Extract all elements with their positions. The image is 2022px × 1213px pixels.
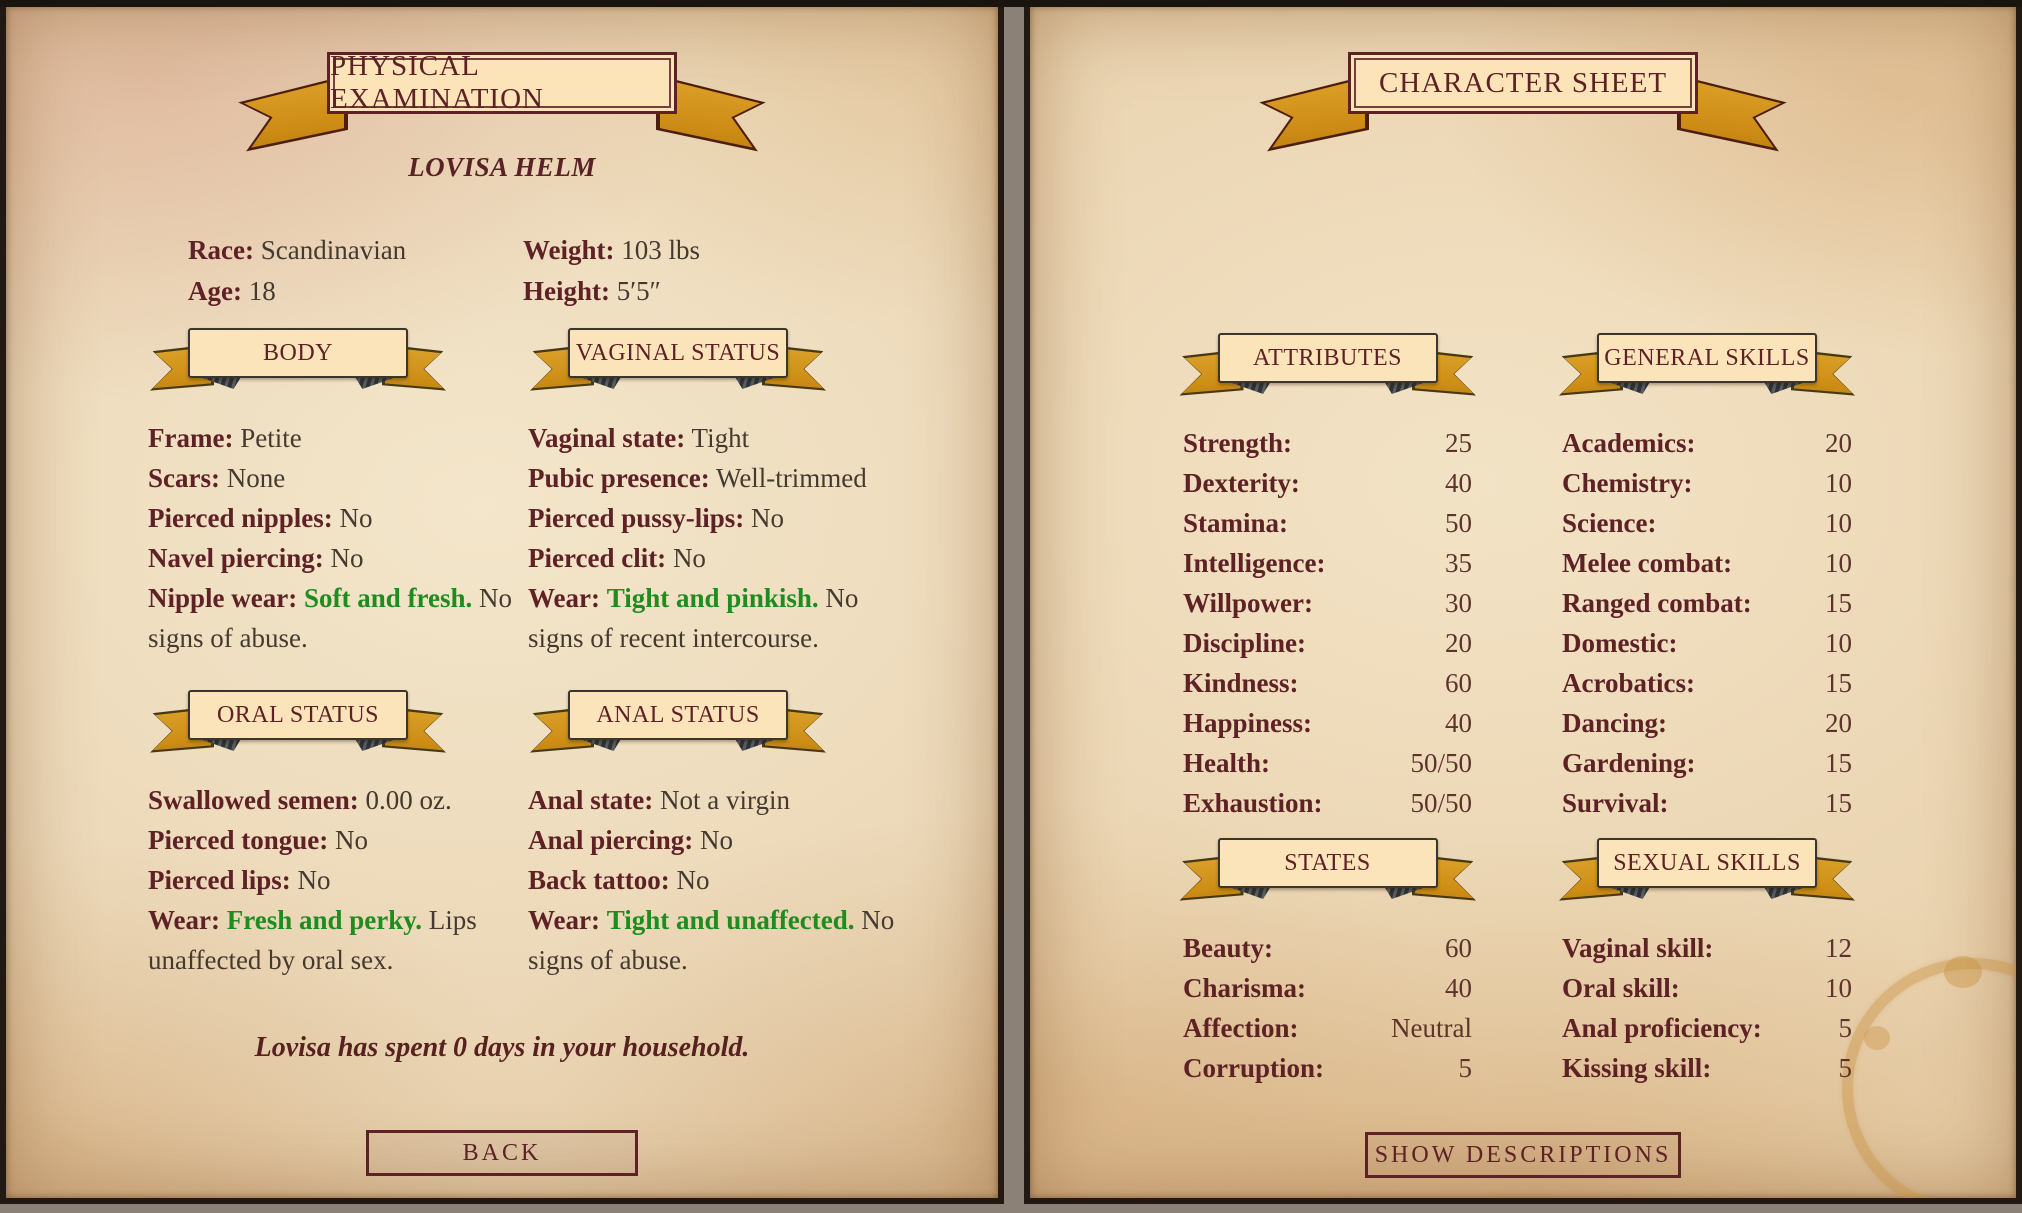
page-title: CHARACTER SHEET — [1378, 66, 1668, 99]
attributes-banner — [1178, 333, 1478, 399]
states-rows — [1183, 928, 1472, 1088]
stat-label: Pubic presence: — [528, 463, 710, 493]
stat-value: 10 — [1825, 548, 1852, 578]
stat-value: 40 — [1445, 468, 1472, 498]
stat-row — [1562, 543, 1852, 583]
stat-row — [528, 458, 920, 498]
stat-row — [148, 418, 530, 458]
stat-value: No — [672, 543, 706, 573]
banner-plate — [1597, 838, 1817, 888]
stat-label: Pierced nipples: — [148, 503, 333, 533]
stat-row — [148, 498, 530, 538]
stat-row — [148, 578, 530, 658]
stat-row — [1562, 743, 1852, 783]
page-title: PHYSICAL EXAMINATION — [330, 50, 544, 115]
stat-row — [528, 418, 920, 458]
stat-label: Health: — [1183, 748, 1270, 778]
stat-label: Anal piercing: — [528, 825, 694, 855]
section-title: STATES — [1284, 849, 1371, 876]
race-label: Race: — [188, 235, 254, 265]
stat-row — [1562, 583, 1852, 623]
stat-row — [1562, 783, 1852, 823]
stat-label: Corruption: — [1183, 1053, 1324, 1083]
weight-label: Weight: — [523, 235, 615, 265]
stat-row — [148, 458, 530, 498]
stat-value: 10 — [1825, 973, 1852, 1003]
oral-rows — [148, 780, 530, 980]
bio-height — [523, 271, 700, 312]
stat-value: 5 — [1838, 1013, 1852, 1043]
age-value: 18 — [248, 276, 276, 306]
stat-label: Vaginal state: — [528, 423, 686, 453]
bio-weight — [523, 230, 700, 271]
stat-label: Vaginal skill: — [1562, 933, 1714, 963]
stat-label: Pierced tongue: — [148, 825, 329, 855]
stat-value: 15 — [1825, 588, 1852, 618]
states-banner — [1178, 838, 1478, 904]
banner-plate — [1218, 838, 1438, 888]
stat-label: Science: — [1562, 508, 1657, 538]
stat-label: Willpower: — [1183, 588, 1313, 618]
stat-value: Neutral — [1391, 1013, 1472, 1043]
character-sheet-panel — [1024, 0, 2022, 1204]
stat-row — [1562, 463, 1852, 503]
stat-label: Exhaustion: — [1183, 788, 1323, 818]
section-title: SEXUAL SKILLS — [1613, 849, 1801, 876]
stat-label: Pierced clit: — [528, 543, 667, 573]
stat-label: Acrobatics: — [1562, 668, 1695, 698]
stat-value: 10 — [1825, 468, 1852, 498]
banner-plate — [1348, 52, 1698, 114]
stat-value: 60 — [1445, 668, 1472, 698]
stat-label: Affection: — [1183, 1013, 1299, 1043]
stat-label: Scars: — [148, 463, 220, 493]
section-general-skills — [1562, 333, 1852, 823]
stat-row — [1183, 503, 1472, 543]
show-descriptions-button[interactable]: SHOW DESCRIPTIONS — [1365, 1132, 1681, 1178]
stat-value: 60 — [1445, 933, 1472, 963]
coffee-stain-drop — [1944, 956, 1982, 988]
stat-label: Kindness: — [1183, 668, 1299, 698]
stat-row — [1183, 663, 1472, 703]
stat-label: Beauty: — [1183, 933, 1273, 963]
stat-value: 15 — [1825, 788, 1852, 818]
stat-row — [1183, 1008, 1472, 1048]
stat-value: 35 — [1445, 548, 1472, 578]
stat-label: Pierced pussy-lips: — [528, 503, 745, 533]
character-sheet-banner — [1263, 46, 1783, 150]
stat-green-value: Tight and pinkish. — [606, 583, 819, 613]
stat-value: No — [751, 503, 785, 533]
stat-row — [1183, 968, 1472, 1008]
stat-label: Navel piercing: — [148, 543, 324, 573]
stat-row — [1562, 423, 1852, 463]
stat-label: Dexterity: — [1183, 468, 1300, 498]
stat-row — [148, 900, 530, 980]
section-title: ATTRIBUTES — [1253, 344, 1402, 371]
stat-value: No — [676, 865, 710, 895]
stat-label: Strength: — [1183, 428, 1293, 458]
stat-value: 10 — [1825, 628, 1852, 658]
stat-label: Oral skill: — [1562, 973, 1680, 1003]
section-states — [1183, 838, 1472, 1088]
stat-value: 20 — [1445, 628, 1472, 658]
stat-row — [1183, 543, 1472, 583]
stat-label: Melee combat: — [1562, 548, 1733, 578]
stat-label: Happiness: — [1183, 708, 1313, 738]
vaginal-status-banner — [528, 328, 828, 394]
bio-race — [188, 230, 406, 271]
stat-row — [528, 860, 920, 900]
bio-column-right — [523, 230, 700, 312]
stat-row — [1562, 928, 1852, 968]
stat-label: Survival: — [1562, 788, 1669, 818]
bio-age — [188, 271, 406, 312]
stat-row — [1183, 783, 1472, 823]
stat-label: Nipple wear: — [148, 583, 298, 613]
stat-row — [528, 578, 920, 658]
general-skills-rows — [1562, 423, 1852, 823]
stat-row — [148, 780, 530, 820]
stat-value: Tight — [691, 423, 750, 453]
stat-value: 40 — [1445, 708, 1472, 738]
section-title: ANAL STATUS — [596, 701, 760, 728]
stat-row — [528, 498, 920, 538]
coffee-stain-drop — [1864, 1026, 1890, 1050]
stat-value: 10 — [1825, 508, 1852, 538]
stat-value: 5 — [1838, 1053, 1852, 1083]
stat-row — [1183, 463, 1472, 503]
stat-row — [1562, 503, 1852, 543]
stat-row — [1562, 623, 1852, 663]
stat-row — [528, 780, 920, 820]
stat-label: Pierced lips: — [148, 865, 291, 895]
section-title: VAGINAL STATUS — [575, 339, 781, 366]
stat-label: Gardening: — [1562, 748, 1696, 778]
stat-value: 5 — [1458, 1053, 1472, 1083]
sexual-skills-banner — [1557, 838, 1857, 904]
stat-row — [1183, 928, 1472, 968]
stat-row — [1562, 1048, 1852, 1088]
stat-green-value: Fresh and perky. — [226, 905, 423, 935]
height-value: 5′5″ — [616, 276, 661, 306]
section-sexual-skills — [1562, 838, 1852, 1088]
stat-value: 12 — [1825, 933, 1852, 963]
bio-column-left — [188, 230, 406, 312]
stat-row — [1183, 583, 1472, 623]
stat-value: 25 — [1445, 428, 1472, 458]
height-label: Height: — [523, 276, 610, 306]
household-days-note: Lovisa has spent 0 days in your household. — [254, 1032, 750, 1063]
banner-plate — [1597, 333, 1817, 383]
physical-examination-banner — [242, 46, 762, 150]
stat-label: Swallowed semen: — [148, 785, 359, 815]
coffee-stain-ring — [1842, 958, 2022, 1204]
age-label: Age: — [188, 276, 242, 306]
stat-label: Charisma: — [1183, 973, 1306, 1003]
stat-value: 0.00 oz. — [365, 785, 452, 815]
stat-row — [528, 820, 920, 860]
stat-value: 50 — [1445, 508, 1472, 538]
stat-value: 50/50 — [1410, 788, 1472, 818]
stat-row — [1562, 703, 1852, 743]
stat-row — [1562, 663, 1852, 703]
stat-label: Wear: — [148, 905, 220, 935]
stat-value: 20 — [1825, 708, 1852, 738]
stat-value: 50/50 — [1410, 748, 1472, 778]
stat-row — [1183, 423, 1472, 463]
banner-plate — [568, 328, 788, 378]
stat-row — [528, 538, 920, 578]
banner-plate — [327, 52, 677, 114]
stat-label: Chemistry: — [1562, 468, 1693, 498]
subject-name: LOVISA HELM — [408, 152, 596, 182]
stat-label: Academics: — [1562, 428, 1696, 458]
stat-row — [1183, 743, 1472, 783]
stat-row — [1183, 703, 1472, 743]
stat-value: Lips unaffected by oral sex. — [148, 905, 477, 975]
anal-status-banner — [528, 690, 828, 756]
back-button[interactable]: BACK — [366, 1130, 638, 1176]
stat-row — [528, 900, 920, 980]
section-oral-status — [148, 690, 530, 980]
anal-rows — [528, 780, 920, 980]
stat-value: No signs of recent intercourse. — [528, 583, 859, 653]
stat-row — [148, 860, 530, 900]
section-vaginal-status — [528, 328, 920, 658]
body-rows — [148, 418, 530, 658]
vaginal-rows — [528, 418, 920, 658]
stat-value: 20 — [1825, 428, 1852, 458]
stat-label: Back tattoo: — [528, 865, 670, 895]
stat-green-value: Tight and unaffected. — [606, 905, 855, 935]
stat-value: No signs of abuse. — [148, 583, 513, 653]
stat-value: No signs of abuse. — [528, 905, 895, 975]
stat-row — [1183, 1048, 1472, 1088]
section-attributes — [1183, 333, 1472, 823]
attributes-rows — [1183, 423, 1472, 823]
banner-plate — [188, 328, 408, 378]
weight-value: 103 lbs — [621, 235, 701, 265]
section-anal-status — [528, 690, 920, 980]
stat-value: 30 — [1445, 588, 1472, 618]
section-title: GENERAL SKILLS — [1604, 344, 1810, 371]
stat-row — [1183, 623, 1472, 663]
stat-value: 15 — [1825, 748, 1852, 778]
stat-label: Wear: — [528, 905, 600, 935]
stat-value: No — [700, 825, 734, 855]
stat-label: Ranged combat: — [1562, 588, 1752, 618]
stat-value: Petite — [240, 423, 302, 453]
body-banner — [148, 328, 448, 394]
stat-label: Stamina: — [1183, 508, 1289, 538]
stat-value: No — [330, 543, 364, 573]
stat-value: Well-trimmed — [716, 463, 867, 493]
section-body — [148, 328, 530, 658]
stat-label: Frame: — [148, 423, 234, 453]
stat-label: Discipline: — [1183, 628, 1307, 658]
stat-value: Not a virgin — [659, 785, 790, 815]
stat-label: Domestic: — [1562, 628, 1678, 658]
stat-value: No — [339, 503, 373, 533]
section-title: BODY — [262, 339, 333, 366]
stat-label: Kissing skill: — [1562, 1053, 1712, 1083]
banner-plate — [1218, 333, 1438, 383]
stat-label: Dancing: — [1562, 708, 1668, 738]
race-value: Scandinavian — [260, 235, 407, 265]
sexual-skills-rows — [1562, 928, 1852, 1088]
general-skills-banner — [1557, 333, 1857, 399]
stat-value: No — [297, 865, 331, 895]
stat-label: Anal proficiency: — [1562, 1013, 1762, 1043]
stat-row — [1562, 1008, 1852, 1048]
stat-value: 15 — [1825, 668, 1852, 698]
stat-green-value: Soft and fresh. — [303, 583, 473, 613]
physical-examination-panel — [0, 0, 1004, 1204]
stat-row — [148, 538, 530, 578]
banner-plate — [188, 690, 408, 740]
section-title: ORAL STATUS — [216, 701, 380, 728]
stat-value: None — [226, 463, 286, 493]
banner-plate — [568, 690, 788, 740]
stat-label: Wear: — [528, 583, 600, 613]
stat-value: 40 — [1445, 973, 1472, 1003]
oral-status-banner — [148, 690, 448, 756]
stat-value: No — [334, 825, 368, 855]
stat-row — [148, 820, 530, 860]
stat-label: Intelligence: — [1183, 548, 1326, 578]
stat-row — [1562, 968, 1852, 1008]
stat-label: Anal state: — [528, 785, 654, 815]
